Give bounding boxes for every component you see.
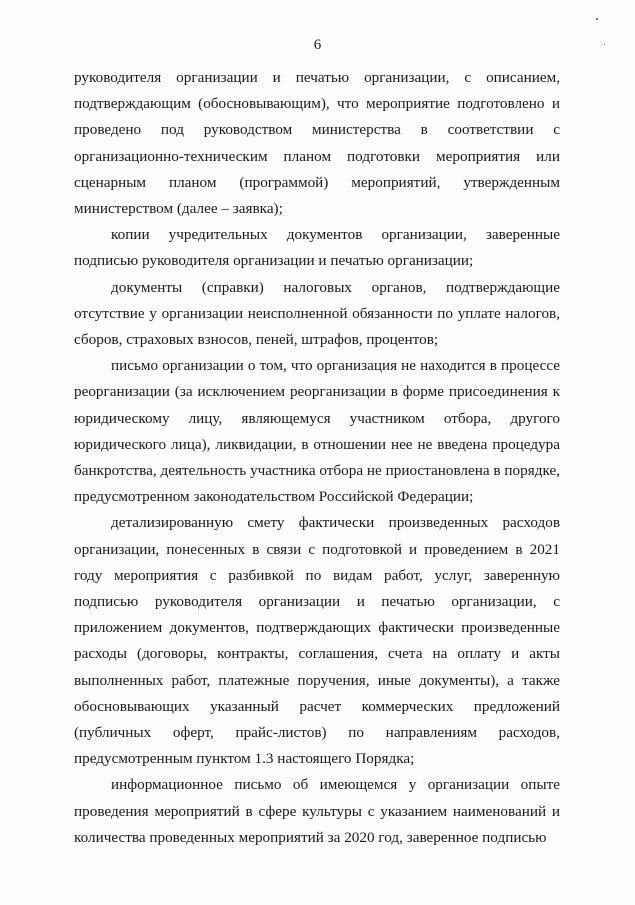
paragraph-expense-estimate: детализированную смету фактически произведенных расходов организации, понесенных в связи с подготовкой и проведением в 2021 году мероприятия с разбивкой по видам работ, услуг, заверенную подписью руководителя организации и печатью организации, с приложением документов, подтверждающих фактически произведенные расходы (договоры, контракты, соглашения, счета на оплату и акты выполненных работ, платежные поручения, иные документы), а также обосновывающих указанный расчет коммерческих предложений (публичных оферт, прайс-листов) по направлениям расходов, предусмотренным пунктом 1.3 настоящего Порядка; (74, 514, 560, 768)
paragraph-charter-documents: копии учредительных документов организации, заверенные подписью руководителя организации и печатью организации; (74, 226, 560, 270)
paragraph-experience-letter: информационное письмо об имеющемся у организации опыте проведения мероприятий в сфере культуры с указанием наименований и количества проведенных мероприятий за 2020 год, заверенное подписью (74, 776, 560, 846)
scan-speck (604, 44, 605, 45)
paragraph-reorganization-letter: письмо организации о том, что организация не находится в процессе реорганизации (за исключением реорганизации в форме присоединения к юридическому лицу, являющемуся участником отбора, другого юридического лица), ликвидации, в отношении нее не введена процедура банкротства, деятельность участника отбора не приостановлена в порядке, предусмотренном законодательством Российской Федерации; (74, 357, 560, 506)
paragraph-tax-certificates: документы (справки) налоговых органов, подтверждающие отсутствие у организации неисполненной обязанности по уплате налогов, сборов, страховых взносов, пеней, штрафов, процентов; (74, 278, 560, 349)
page-number: 6 (313, 37, 322, 53)
paragraph-application-description: руководителя организации и печатью организации, с описанием, подтверждающим (обосновывающим), что мероприятие подготовлено и проведено под руководством министерства в соответствии с организационно-техническим планом подготовки мероприятия или сценарным планом (программой) мероприятий, утвержденным министерством (далее – заявка); (74, 69, 560, 218)
scan-speck (596, 18, 598, 20)
document-body (74, 65, 560, 851)
